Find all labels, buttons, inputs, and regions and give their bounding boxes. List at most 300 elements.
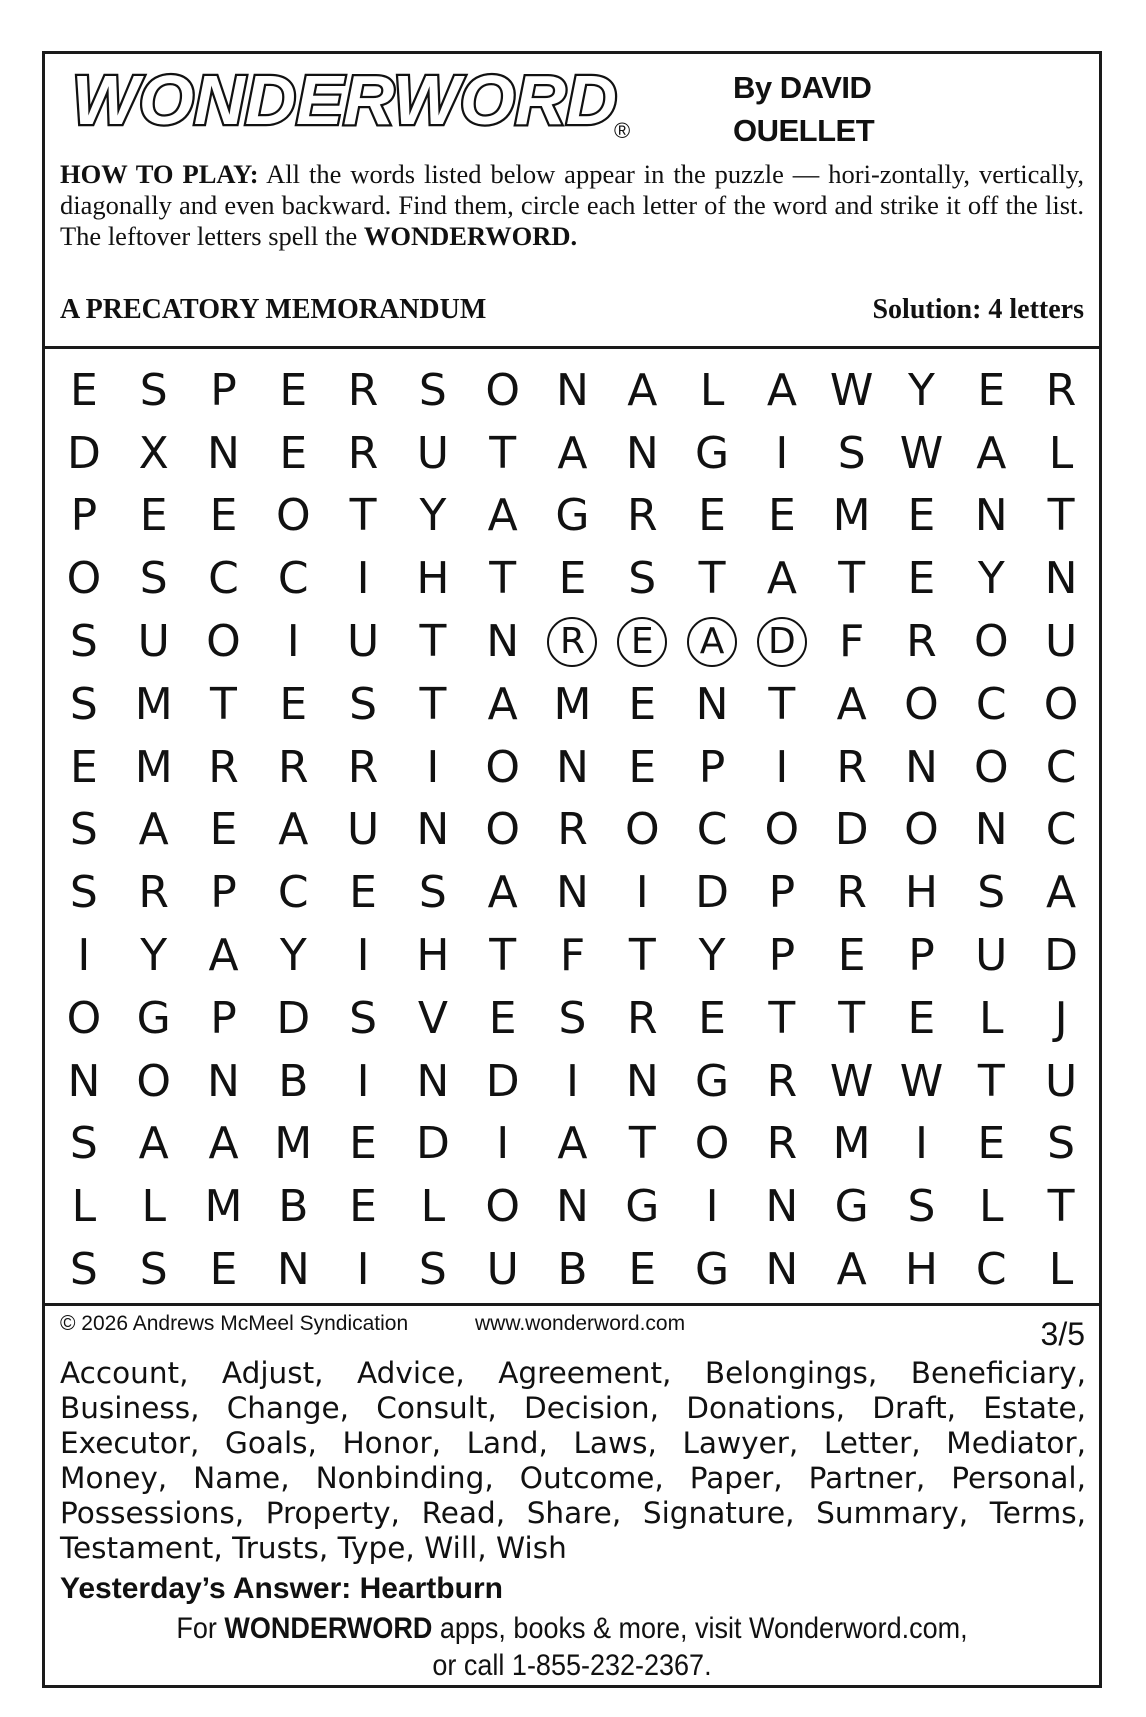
grid-letter-text: T (768, 678, 796, 730)
grid-letter[interactable] (538, 799, 608, 862)
grid-letter[interactable] (1026, 924, 1096, 987)
grid-letter[interactable] (607, 422, 677, 485)
grid-letter-text: D (695, 867, 730, 919)
grid-letter[interactable] (258, 1238, 328, 1301)
grid-letter[interactable] (49, 359, 119, 422)
grid-letter[interactable] (747, 673, 817, 736)
grid-letter-text: T (838, 992, 866, 1044)
grid-letter[interactable] (328, 673, 398, 736)
grid-letter[interactable] (189, 485, 259, 548)
grid-letter[interactable] (538, 861, 608, 924)
grid-letter-circled[interactable] (677, 610, 747, 673)
grid-letter[interactable] (956, 422, 1026, 485)
grid-letter[interactable] (817, 610, 887, 673)
grid-letter[interactable] (677, 673, 747, 736)
grid-letter[interactable] (677, 987, 747, 1050)
grid-letter-text: P (908, 930, 935, 982)
grid-letter[interactable] (538, 1050, 608, 1113)
grid-letter[interactable] (607, 673, 677, 736)
grid-letter[interactable] (328, 422, 398, 485)
grid-letter[interactable] (468, 1175, 538, 1238)
grid-letter-text: C (975, 1244, 1007, 1296)
grid-letter-text: C (277, 553, 309, 605)
grid-letter[interactable] (677, 736, 747, 799)
grid-letter[interactable] (747, 1238, 817, 1301)
grid-letter[interactable] (956, 736, 1026, 799)
grid-letter-circled[interactable] (747, 610, 817, 673)
grid-letter[interactable] (468, 1113, 538, 1176)
grid-letter-text: M (134, 741, 173, 793)
grid-letter[interactable] (747, 924, 817, 987)
grid-letter[interactable] (607, 1175, 677, 1238)
grid-letter[interactable] (747, 422, 817, 485)
grid-letter[interactable] (119, 422, 189, 485)
grid-letter[interactable] (607, 1238, 677, 1301)
grid-letter-text: A (278, 804, 309, 856)
grid-letter-text: S (69, 1118, 98, 1170)
grid-letter[interactable] (49, 987, 119, 1050)
grid-letter[interactable] (1026, 1050, 1096, 1113)
grid-letter-text: E (977, 1118, 1006, 1170)
grid-letter[interactable] (747, 861, 817, 924)
grid-letter[interactable] (956, 1175, 1026, 1238)
grid-letter[interactable] (398, 736, 468, 799)
grid-letter[interactable] (887, 1050, 957, 1113)
grid-letter[interactable] (677, 799, 747, 862)
grid-letter[interactable] (817, 1113, 887, 1176)
grid-letter[interactable] (398, 1175, 468, 1238)
grid-letter[interactable] (49, 1238, 119, 1301)
grid-letter-text: O (275, 490, 311, 542)
grid-letter-text: E (349, 1118, 377, 1170)
grid-letter[interactable] (398, 485, 468, 548)
grid-letter[interactable] (258, 673, 328, 736)
grid-letter[interactable] (1026, 422, 1096, 485)
grid-letter-text: N (207, 427, 240, 479)
grid-letter-text: G (625, 1181, 660, 1233)
grid-letter[interactable] (1026, 1113, 1096, 1176)
grid-letter[interactable] (258, 1050, 328, 1113)
grid-letter[interactable] (677, 924, 747, 987)
grid-letter-text: R (766, 1118, 798, 1170)
grid-letter[interactable] (887, 1113, 957, 1176)
grid-letter[interactable] (747, 485, 817, 548)
grid-letter[interactable] (49, 1050, 119, 1113)
grid-letter-text: P (210, 992, 237, 1044)
word-list: Account, Adjust, Advice, Agreement, Belongings, Beneficiary, Business, Change, Consult, Decision, Donations, Draft, Estate, Executor, Goals, Honor, Land, Laws, Lawyer, Letter, Mediator, Money, Name, Nonbinding, Outcome, Paper, Partner, Personal, Possessions, Property, Read, Share, Signature, Summary, Terms, Testament, Trusts, Type, Will, Wish (60, 1356, 1086, 1565)
grid-letter[interactable] (468, 1050, 538, 1113)
grid-letter[interactable] (538, 485, 608, 548)
grid-letter[interactable] (119, 485, 189, 548)
grid-letter[interactable] (817, 799, 887, 862)
grid-letter-text: B (278, 1181, 309, 1233)
grid-letter-circled[interactable] (538, 610, 608, 673)
grid-letter[interactable] (49, 673, 119, 736)
grid-letter-text: R (138, 867, 169, 919)
grid-letter[interactable] (468, 736, 538, 799)
grid-letter[interactable] (328, 736, 398, 799)
grid-letter[interactable] (49, 924, 119, 987)
grid-letter[interactable] (956, 1238, 1026, 1301)
grid-letter[interactable] (119, 1113, 189, 1176)
byline-line-2: OUELLET (733, 113, 875, 148)
grid-letter[interactable] (956, 1113, 1026, 1176)
grid-letter[interactable] (189, 610, 259, 673)
grid-letter[interactable] (468, 610, 538, 673)
grid-letter[interactable] (677, 1175, 747, 1238)
grid-letter[interactable] (258, 1113, 328, 1176)
grid-letter-text: E (977, 364, 1006, 416)
grid-letter[interactable] (817, 736, 887, 799)
grid-letter[interactable] (607, 861, 677, 924)
grid-letter-text: O (66, 992, 102, 1044)
grid-letter[interactable] (189, 1050, 259, 1113)
grid-letter[interactable] (607, 799, 677, 862)
grid-letter-text: S (349, 678, 378, 730)
grid-letter[interactable] (1026, 987, 1096, 1050)
grid-letter-text: S (139, 1244, 168, 1296)
website-link[interactable]: www.wonderword.com (475, 1312, 686, 1335)
how-to-play-label: HOW TO PLAY: (60, 159, 259, 189)
grid-letter-text: S (139, 364, 168, 416)
grid-letter[interactable] (538, 924, 608, 987)
grid-letter-text: R (278, 741, 309, 793)
grid-letter[interactable] (258, 736, 328, 799)
grid-letter[interactable] (887, 1238, 957, 1301)
grid-letter[interactable] (49, 861, 119, 924)
grid-letter[interactable] (817, 924, 887, 987)
grid-letter[interactable] (258, 799, 328, 862)
grid-letter[interactable] (398, 1050, 468, 1113)
grid-letter[interactable] (49, 422, 119, 485)
grid-letter[interactable] (956, 799, 1026, 862)
grid-letter-text: D (834, 804, 869, 856)
grid-letter[interactable] (398, 422, 468, 485)
grid-letter-text: E (349, 1181, 377, 1233)
grid-letter[interactable] (817, 422, 887, 485)
grid-letter[interactable] (607, 547, 677, 610)
grid-letter[interactable] (1026, 610, 1096, 673)
grid-letter[interactable] (887, 610, 957, 673)
grid-letter[interactable] (607, 1113, 677, 1176)
grid-letter-text: T (349, 490, 377, 542)
grid-letter[interactable] (189, 359, 259, 422)
grid-letter[interactable] (468, 547, 538, 610)
grid-letter[interactable] (189, 422, 259, 485)
grid-letter[interactable] (119, 547, 189, 610)
grid-letter[interactable] (887, 673, 957, 736)
grid-letter[interactable] (119, 987, 189, 1050)
grid-letter-circled[interactable] (607, 610, 677, 673)
grid-letter[interactable] (887, 359, 957, 422)
grid-letter[interactable] (398, 1238, 468, 1301)
grid-letter-text: S (69, 1244, 98, 1296)
grid-letter-text: T (419, 616, 447, 668)
grid-letter[interactable] (817, 673, 887, 736)
grid-letter[interactable] (887, 799, 957, 862)
grid-letter[interactable] (677, 861, 747, 924)
grid-letter[interactable] (328, 924, 398, 987)
grid-letter[interactable] (258, 861, 328, 924)
grid-letter[interactable] (887, 485, 957, 548)
grid-letter[interactable] (258, 987, 328, 1050)
grid-letter-text: L (71, 1181, 97, 1233)
grid-letter[interactable] (817, 1175, 887, 1238)
grid-letter[interactable] (677, 1113, 747, 1176)
grid-letter[interactable] (747, 1050, 817, 1113)
grid-letter[interactable] (189, 799, 259, 862)
grid-letter[interactable] (817, 485, 887, 548)
grid-letter[interactable] (747, 736, 817, 799)
grid-letter[interactable] (258, 485, 328, 548)
grid-letter[interactable] (956, 924, 1026, 987)
grid-letter[interactable] (887, 1175, 957, 1238)
grid-letter[interactable] (677, 1238, 747, 1301)
grid-letter[interactable] (49, 1113, 119, 1176)
grid-letter[interactable] (119, 736, 189, 799)
grid-letter[interactable] (538, 422, 608, 485)
grid-letter[interactable] (1026, 1175, 1096, 1238)
grid-letter[interactable] (817, 359, 887, 422)
grid-letter[interactable] (189, 547, 259, 610)
grid-letter[interactable] (328, 1238, 398, 1301)
grid-letter[interactable] (119, 861, 189, 924)
grid-letter[interactable] (538, 547, 608, 610)
grid-letter[interactable] (607, 485, 677, 548)
grid-letter[interactable] (1026, 799, 1096, 862)
grid-letter[interactable] (1026, 673, 1096, 736)
grid-letter[interactable] (49, 610, 119, 673)
grid-letter[interactable] (607, 924, 677, 987)
grid-letter[interactable] (538, 1238, 608, 1301)
grid-letter[interactable] (398, 799, 468, 862)
grid-letter[interactable] (258, 924, 328, 987)
grid-letter[interactable] (119, 610, 189, 673)
grid-letter[interactable] (119, 1175, 189, 1238)
grid-letter[interactable] (956, 359, 1026, 422)
grid-letter[interactable] (538, 673, 608, 736)
grid-letter[interactable] (398, 1113, 468, 1176)
promo-text (98, 1610, 1047, 1684)
grid-letter[interactable] (258, 547, 328, 610)
grid-letter[interactable] (956, 861, 1026, 924)
grid-letter-text: I (775, 741, 789, 793)
grid-letter[interactable] (189, 673, 259, 736)
grid-letter[interactable] (956, 673, 1026, 736)
grid-letter[interactable] (1026, 861, 1096, 924)
grid-letter[interactable] (538, 987, 608, 1050)
grid-letter-text: M (274, 1118, 313, 1170)
grid-letter-text: X (138, 427, 169, 479)
grid-letter-text: L (141, 1181, 166, 1233)
grid-letter[interactable] (189, 987, 259, 1050)
puzzle-footer (45, 1306, 1099, 1688)
grid-letter[interactable] (677, 547, 747, 610)
grid-letter[interactable] (468, 422, 538, 485)
grid-letter[interactable] (189, 861, 259, 924)
grid-letter[interactable] (1026, 547, 1096, 610)
grid-letter-text: R (836, 867, 867, 919)
grid-letter[interactable] (119, 359, 189, 422)
grid-letter[interactable] (189, 1238, 259, 1301)
grid-letter[interactable] (817, 1238, 887, 1301)
grid-letter-text: Y (908, 364, 935, 416)
grid-letter[interactable] (468, 673, 538, 736)
grid-letter[interactable] (328, 1175, 398, 1238)
grid-letter[interactable] (328, 1113, 398, 1176)
grid-letter[interactable] (258, 1175, 328, 1238)
grid-letter[interactable] (328, 610, 398, 673)
grid-letter[interactable] (747, 359, 817, 422)
grid-letter[interactable] (189, 1175, 259, 1238)
grid-letter[interactable] (817, 1050, 887, 1113)
grid-letter[interactable] (328, 547, 398, 610)
grid-letter[interactable] (887, 736, 957, 799)
grid-letter[interactable] (887, 422, 957, 485)
grid-letter[interactable] (328, 799, 398, 862)
grid-letter[interactable] (49, 1175, 119, 1238)
grid-row (49, 924, 1097, 987)
grid-letter[interactable] (538, 1175, 608, 1238)
byline-line-1: By DAVID (733, 70, 872, 105)
grid-letter[interactable] (328, 1050, 398, 1113)
grid-letter-text: M (134, 678, 173, 730)
grid-letter[interactable] (328, 861, 398, 924)
grid-letter[interactable] (398, 610, 468, 673)
grid-letter[interactable] (956, 987, 1026, 1050)
grid-letter[interactable] (1026, 1238, 1096, 1301)
grid-letter[interactable] (677, 1050, 747, 1113)
grid-letter[interactable] (468, 924, 538, 987)
grid-letter-text: Y (279, 930, 307, 982)
grid-letter[interactable] (398, 924, 468, 987)
grid-letter-text: O (904, 678, 939, 730)
grid-letter[interactable] (538, 359, 608, 422)
grid-letter[interactable] (258, 422, 328, 485)
grid-letter[interactable] (607, 736, 677, 799)
grid-letter[interactable] (328, 987, 398, 1050)
grid-letter-text: N (905, 741, 938, 793)
grid-letter[interactable] (189, 736, 259, 799)
grid-letter-text: N (416, 804, 450, 856)
grid-letter[interactable] (747, 1113, 817, 1176)
grid-letter[interactable] (468, 987, 538, 1050)
grid-letter-text: P (210, 364, 237, 416)
grid-letter[interactable] (119, 799, 189, 862)
grid-letter[interactable] (747, 987, 817, 1050)
grid-letter[interactable] (49, 547, 119, 610)
grid-letter[interactable] (747, 799, 817, 862)
grid-letter[interactable] (607, 987, 677, 1050)
grid-letter-text: P (210, 867, 237, 919)
grid-letter[interactable] (1026, 359, 1096, 422)
grid-letter[interactable] (956, 1050, 1026, 1113)
grid-letter-text: G (136, 992, 171, 1044)
grid-letter-text: B (278, 1055, 309, 1107)
grid-letter[interactable] (956, 547, 1026, 610)
grid-letter[interactable] (887, 924, 957, 987)
grid-letter[interactable] (817, 861, 887, 924)
grid-letter[interactable] (677, 422, 747, 485)
grid-letter-text: A (487, 678, 518, 730)
grid-letter[interactable] (468, 359, 538, 422)
grid-letter[interactable] (398, 673, 468, 736)
grid-letter[interactable] (49, 485, 119, 548)
grid-letter[interactable] (398, 861, 468, 924)
grid-letter[interactable] (119, 673, 189, 736)
grid-row (49, 485, 1097, 548)
promo-line-2: or call 1-855-232-2367. (432, 1649, 712, 1682)
grid-letter-text: O (624, 804, 660, 856)
grid-letter[interactable] (468, 799, 538, 862)
grid-letter[interactable] (119, 1050, 189, 1113)
grid-letter[interactable] (1026, 736, 1096, 799)
grid-letter[interactable] (887, 987, 957, 1050)
grid-row (49, 1113, 1097, 1176)
grid-letter[interactable] (538, 1113, 608, 1176)
grid-letter-text: R (626, 992, 658, 1044)
grid-letter-text: F (559, 930, 586, 982)
grid-letter-text: E (628, 1244, 657, 1296)
grid-letter[interactable] (468, 861, 538, 924)
grid-letter[interactable] (607, 359, 677, 422)
grid-letter-text: E (558, 553, 587, 605)
grid-letter[interactable] (817, 547, 887, 610)
grid-letter-text: T (768, 992, 796, 1044)
grid-letter-text: A (627, 364, 658, 416)
grid-letter-text: E (279, 364, 308, 416)
grid-letter[interactable] (119, 924, 189, 987)
grid-letter[interactable] (258, 610, 328, 673)
grid-letter[interactable] (887, 547, 957, 610)
grid-letter-text: N (765, 1244, 799, 1296)
grid-letter[interactable] (189, 1113, 259, 1176)
grid-letter[interactable] (817, 987, 887, 1050)
grid-letter[interactable] (398, 987, 468, 1050)
grid-letter[interactable] (49, 736, 119, 799)
grid-letter[interactable] (677, 485, 747, 548)
grid-letter[interactable] (538, 736, 608, 799)
grid-letter[interactable] (956, 485, 1026, 548)
grid-letter[interactable] (607, 1050, 677, 1113)
grid-letter[interactable] (747, 547, 817, 610)
grid-letter-text: I (356, 1055, 370, 1107)
grid-letter[interactable] (887, 861, 957, 924)
grid-letter-text: A (557, 1118, 588, 1170)
grid-letter[interactable] (398, 547, 468, 610)
grid-letter[interactable] (189, 924, 259, 987)
grid-letter[interactable] (49, 799, 119, 862)
grid-letter[interactable] (398, 359, 468, 422)
grid-letter[interactable] (677, 359, 747, 422)
grid-letter[interactable] (956, 610, 1026, 673)
grid-letter-text: E (488, 992, 517, 1044)
grid-letter[interactable] (468, 485, 538, 548)
grid-letter-text: U (1044, 616, 1078, 668)
grid-letter[interactable] (119, 1238, 189, 1301)
grid-letter-text: I (356, 1244, 370, 1296)
grid-letter[interactable] (328, 359, 398, 422)
grid-letter[interactable] (1026, 485, 1096, 548)
grid-letter[interactable] (468, 1238, 538, 1301)
grid-row (49, 1238, 1097, 1301)
grid-letter-text: O (485, 1181, 520, 1233)
grid-letter[interactable] (328, 485, 398, 548)
grid-letter-text: H (904, 1244, 938, 1296)
grid-letter[interactable] (747, 1175, 817, 1238)
grid-letter-text: A (836, 1244, 867, 1296)
grid-letter[interactable] (258, 359, 328, 422)
